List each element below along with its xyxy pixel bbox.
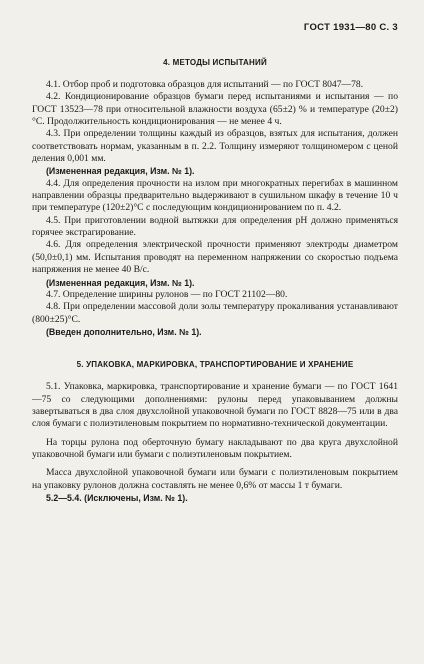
amendment-note: (Измененная редакция, Изм. № 1). <box>46 277 195 288</box>
amendment-note: (Измененная редакция, Изм. № 1). <box>46 166 195 177</box>
paragraph-5-1-mass: Масса двухслойной упаковочной бумаги или бумаги с полиэтиленовым покрытием на упаковку рулонов должна составлять не менее 0,6% от массы 1 т бумаги. <box>32 467 398 491</box>
paragraph-4-5: 4.5. При приготовлении водной вытяжки для определения рН должно применяться горячее экстрагирование. <box>32 214 398 239</box>
paragraph-4-6: 4.6. Для определения электрической прочности применяют электроды диаметром (50,0±0,1) мм. Испытания проводят на переменном напряжении со скоростью подъема напряжения не менее 40 В/с. <box>32 239 398 276</box>
running-head: ГОСТ 1931—80 С. 3 <box>303 22 398 33</box>
paragraph-4-3: 4.3. При определении толщины каждый из образцов, взятых для испытания, должен соответствовать нормам, указанным в п. 2.2. Толщину измеряют толщиномером с ценой деления 0,001 мм. <box>32 128 398 165</box>
paragraph-4-1: 4.1. Отбор проб и подготовка образцов для испытаний — по ГОСТ 8047—78. <box>46 79 364 90</box>
paragraph-4-7: 4.7. Определение ширины рулонов — по ГОСТ 21102—80. <box>46 288 288 300</box>
section-5-title: 5. УПАКОВКА, МАРКИРОВКА, ТРАНСПОРТИРОВАНИЕ И ХРАНЕНИЕ <box>76 360 354 370</box>
paragraph-5-2-5-4: 5.2—5.4. (Исключены, Изм. № 1). <box>46 492 188 503</box>
paragraph-5-1-ends: На торцы рулона под оберточную бумагу накладывают по два круга двухслойной упаковочной бумаги или бумаги с полиэтиленовым покрытием. <box>32 436 398 460</box>
section-4-title: 4. МЕТОДЫ ИСПЫТАНИЙ <box>163 58 267 67</box>
paragraph-4-2: 4.2. Кондиционирование образцов бумаги перед испытаниями и испытания — по ГОСТ 13523—78 при относительной влажности воздуха (65±2) % и температуре (20±2)°С. Продолжительность кондиционирования — не менее 4 ч. <box>32 91 398 128</box>
amendment-note: (Введен дополнительно, Изм. № 1). <box>46 326 202 337</box>
paragraph-4-4: 4.4. Для определения прочности на излом при многократных перегибах в машинном направлении образцы предварительно выдерживают в сушильном шкафу в течение 10 ч при температуре (120±2)°С с последующим кондиционированием по п. 4.2. <box>32 177 398 214</box>
paragraph-5-1: 5.1. Упаковка, маркировка, транспортирование и хранение бумаги — по ГОСТ 1641—75 со следующими дополнениями: рулоны перед упаковыванием должны завертываться в два слоя двухслойной упаковочной бумаги по ГОСТ 8828—75 или в два слоя бумаги с полиэтиленовым покрытием по нормативно-технической документации. <box>32 381 398 430</box>
paragraph-4-8: 4.8. При определении массовой доли золы температуру прокаливания устанавливают (800±25)°С. <box>32 301 398 325</box>
